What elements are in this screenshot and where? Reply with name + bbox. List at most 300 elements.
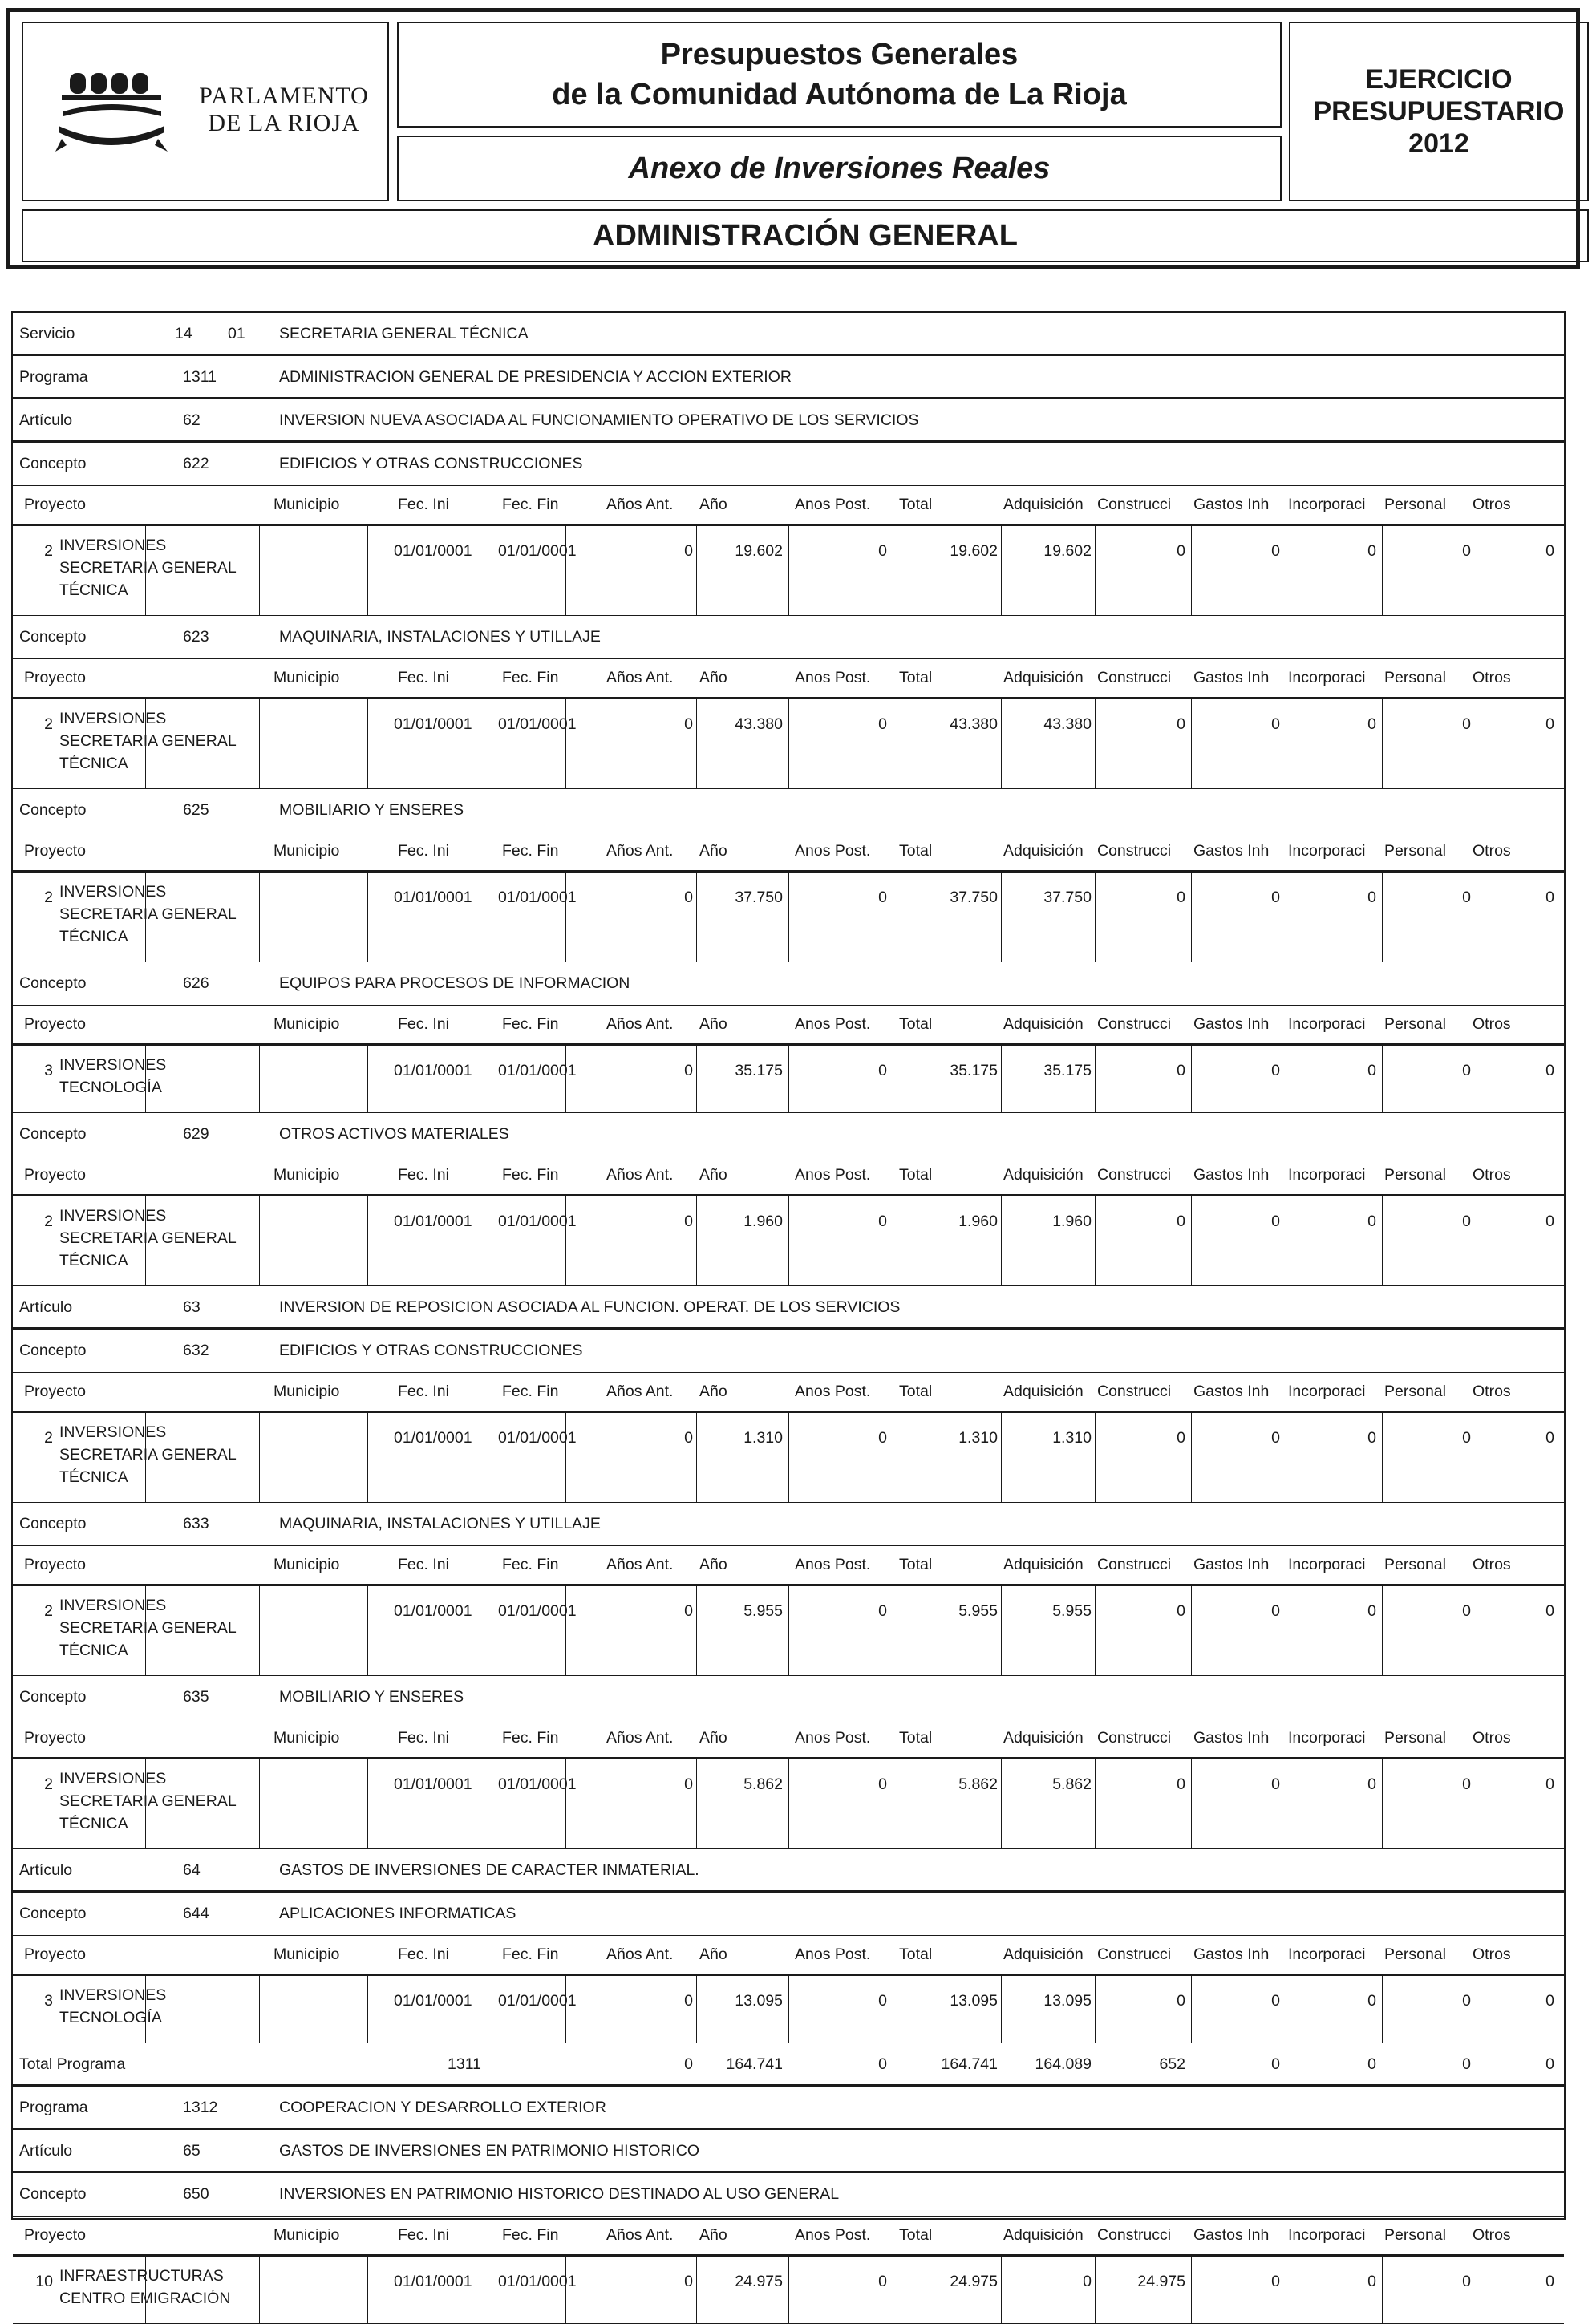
document-title: [397, 22, 1282, 128]
column-header: Otros: [1472, 842, 1511, 860]
row-code: 65: [183, 2142, 201, 2160]
row-code: 632: [183, 1342, 209, 1359]
column-header: Año: [699, 1383, 727, 1400]
row-code: 622: [183, 455, 209, 472]
year-line2: PRESUPUESTARIO: [1313, 96, 1565, 127]
column-divider: [367, 1413, 368, 1502]
start-date: 01/01/0001: [394, 889, 472, 906]
column-header: Construcci: [1097, 1556, 1172, 1573]
column-header: Adquisición: [1003, 1945, 1084, 1963]
project-row: [13, 1196, 1564, 1286]
cons-value: 0: [1177, 1062, 1185, 1079]
end-date: 01/01/0001: [498, 889, 577, 906]
column-header: Proyecto: [24, 842, 86, 860]
column-header: Incorporaci: [1288, 1166, 1366, 1184]
column-divider: [1382, 1586, 1383, 1675]
fiscal-year-box: [1289, 22, 1589, 201]
column-header: Construcci: [1097, 1383, 1172, 1400]
post-value: 0: [878, 1213, 887, 1230]
label-row: [13, 616, 1564, 659]
row-description: EDIFICIOS Y OTRAS CONSTRUCCIONES: [279, 1342, 583, 1359]
prior-years-value: 0: [684, 2273, 693, 2290]
column-header: Gastos Inh: [1193, 842, 1270, 860]
column-divider: [565, 873, 566, 962]
project-name: INVERSIONES TECNOLOGÍA: [59, 1986, 167, 2026]
end-date: 01/01/0001: [498, 1429, 577, 1447]
column-header: Construcci: [1097, 1729, 1172, 1747]
org-name-line2: DE LA RIOJA: [208, 110, 360, 136]
column-header: Fec. Fin: [502, 1015, 559, 1033]
project-number: 2: [44, 542, 53, 560]
column-header: Incorporaci: [1288, 2226, 1366, 2244]
column-header: Fec. Fin: [502, 842, 559, 860]
gastos-value: 0: [1271, 2055, 1280, 2073]
column-header-row: [13, 659, 1564, 699]
column-divider: [565, 1759, 566, 1848]
row-type-label: Concepto: [19, 1905, 87, 1922]
adq-value: 43.380: [1043, 715, 1092, 733]
column-header: Anos Post.: [795, 1166, 871, 1184]
column-divider: [367, 1976, 368, 2043]
column-header: Incorporaci: [1288, 1383, 1366, 1400]
column-header: Gastos Inh: [1193, 2226, 1270, 2244]
row-description: MOBILIARIO Y ENSERES: [279, 1688, 464, 1706]
column-divider: [1095, 1196, 1096, 1285]
row-code: 62: [183, 411, 201, 429]
column-header: Fec. Fin: [502, 669, 559, 686]
column-header: Municipio: [273, 669, 340, 686]
total-value: 1.310: [958, 1429, 998, 1447]
column-divider: [1382, 1413, 1383, 1502]
personal-value: 0: [1462, 715, 1471, 733]
row-type-label: Servicio: [19, 325, 75, 342]
column-header: Años Ant.: [606, 496, 674, 513]
ano-value: 43.380: [735, 715, 783, 733]
column-header: Fec. Fin: [502, 1166, 559, 1184]
column-divider: [696, 699, 697, 788]
column-header: Construcci: [1097, 1945, 1172, 1963]
column-divider: [696, 1586, 697, 1675]
start-date: 01/01/0001: [394, 1429, 472, 1447]
column-divider: [1191, 1586, 1192, 1675]
otros-value: 0: [1545, 1775, 1554, 1793]
prior-years-value: 0: [684, 1775, 693, 1793]
personal-value: 0: [1462, 2055, 1471, 2073]
prior-years-value: 0: [684, 542, 693, 560]
end-date: 01/01/0001: [498, 542, 577, 560]
prior-years-value: 0: [684, 889, 693, 906]
project-name: INVERSIONES SECRETARIA GENERAL TÉCNICA: [59, 883, 236, 945]
project-number: 2: [44, 715, 53, 733]
gastos-value: 0: [1271, 889, 1280, 906]
project-name: INVERSIONES TECNOLOGÍA: [59, 1056, 167, 1096]
column-header: Anos Post.: [795, 1729, 871, 1747]
prior-years-value: 0: [684, 1213, 693, 1230]
incorp-value: 0: [1367, 1062, 1376, 1079]
column-header: Proyecto: [24, 1015, 86, 1033]
column-header-row: [13, 1006, 1564, 1046]
column-header-row: [13, 1719, 1564, 1759]
column-divider: [1095, 1413, 1096, 1502]
row-type-label: Programa: [19, 2099, 88, 2116]
post-value: 0: [878, 1062, 887, 1079]
column-header: Adquisición: [1003, 1729, 1084, 1747]
personal-value: 0: [1462, 542, 1471, 560]
cons-value: 0: [1177, 542, 1185, 560]
adq-value: 37.750: [1043, 889, 1092, 906]
project-number: 10: [35, 2273, 53, 2290]
personal-value: 0: [1462, 1213, 1471, 1230]
label-row: [13, 789, 1564, 832]
row-type-label: Concepto: [19, 1688, 87, 1706]
column-header: Adquisición: [1003, 1015, 1084, 1033]
column-divider: [1382, 1759, 1383, 1848]
column-divider: [565, 699, 566, 788]
column-divider: [788, 1586, 789, 1675]
column-header: Incorporaci: [1288, 496, 1366, 513]
personal-value: 0: [1462, 2273, 1471, 2290]
column-divider: [1001, 1759, 1002, 1848]
column-header: Años Ant.: [606, 1383, 674, 1400]
row-description: MOBILIARIO Y ENSERES: [279, 801, 464, 819]
column-header: Gastos Inh: [1193, 496, 1270, 513]
project-name: INVERSIONES SECRETARIA GENERAL TÉCNICA: [59, 1207, 236, 1269]
column-header: Gastos Inh: [1193, 1015, 1270, 1033]
column-divider: [788, 1196, 789, 1285]
column-header: Año: [699, 2226, 727, 2244]
column-header: Personal: [1384, 1556, 1446, 1573]
column-header: Gastos Inh: [1193, 1166, 1270, 1184]
row-type-label: Artículo: [19, 1861, 73, 1879]
column-divider: [367, 1046, 368, 1112]
column-header: Proyecto: [24, 1945, 86, 1963]
incorp-value: 0: [1367, 1775, 1376, 1793]
ano-value: 1.310: [743, 1429, 783, 1447]
row-description: INVERSIONES EN PATRIMONIO HISTORICO DESTINADO AL USO GENERAL: [279, 2185, 840, 2203]
adq-value: 13.095: [1043, 1992, 1092, 2010]
column-header: Incorporaci: [1288, 1729, 1366, 1747]
label-row: [13, 962, 1564, 1006]
row-description: ADMINISTRACION GENERAL DE PRESIDENCIA Y ACCION EXTERIOR: [279, 368, 792, 386]
column-divider: [696, 873, 697, 962]
column-header-row: [13, 1936, 1564, 1976]
column-header: Años Ant.: [606, 1015, 674, 1033]
document-header: [6, 8, 1580, 269]
column-header: Fec. Ini: [398, 1556, 449, 1573]
column-header: Construcci: [1097, 669, 1172, 686]
column-divider: [1191, 1759, 1192, 1848]
incorp-value: 0: [1367, 1213, 1376, 1230]
row-description: APLICACIONES INFORMATICAS: [279, 1905, 516, 1922]
column-header: Proyecto: [24, 1383, 86, 1400]
prior-years-value: 0: [684, 1992, 693, 2010]
column-header: Adquisición: [1003, 1556, 1084, 1573]
project-name: INVERSIONES SECRETARIA GENERAL TÉCNICA: [59, 1770, 236, 1832]
column-header: Personal: [1384, 1729, 1446, 1747]
column-header: Otros: [1472, 1166, 1511, 1184]
project-row: [13, 2257, 1564, 2324]
organization-name: [184, 83, 384, 137]
row-description: EDIFICIOS Y OTRAS CONSTRUCCIONES: [279, 455, 583, 472]
gastos-value: 0: [1271, 1602, 1280, 1620]
end-date: 01/01/0001: [498, 1213, 577, 1230]
adq-value: 5.955: [1052, 1602, 1092, 1620]
post-value: 0: [878, 1992, 887, 2010]
column-header: Años Ant.: [606, 1945, 674, 1963]
column-divider: [1191, 873, 1192, 962]
column-divider: [565, 1196, 566, 1285]
column-divider: [1095, 873, 1096, 962]
project-number: 2: [44, 1213, 53, 1230]
column-header: Anos Post.: [795, 2226, 871, 2244]
column-header: Fec. Ini: [398, 1383, 449, 1400]
column-divider: [1095, 1586, 1096, 1675]
column-divider: [1001, 699, 1002, 788]
column-header: Personal: [1384, 496, 1446, 513]
parliament-logo-icon: [55, 65, 176, 161]
adq-value: 19.602: [1043, 542, 1092, 560]
column-divider: [788, 1759, 789, 1848]
column-divider: [1001, 873, 1002, 962]
column-header: Incorporaci: [1288, 842, 1366, 860]
column-header: Fec. Fin: [502, 496, 559, 513]
total-program-code: 1311: [448, 2055, 481, 2073]
otros-value: 0: [1545, 2273, 1554, 2290]
total-value: 13.095: [950, 1992, 998, 2010]
row-description: COOPERACION Y DESARROLLO EXTERIOR: [279, 2099, 606, 2116]
post-value: 0: [878, 542, 887, 560]
year-value: 2012: [1408, 128, 1469, 159]
project-number: 3: [44, 1992, 53, 2010]
project-number: 2: [44, 1775, 53, 1793]
column-header: Construcci: [1097, 2226, 1172, 2244]
total-value: 24.975: [950, 2273, 998, 2290]
column-header: Personal: [1384, 1383, 1446, 1400]
column-header-row: [13, 832, 1564, 873]
otros-value: 0: [1545, 1602, 1554, 1620]
end-date: 01/01/0001: [498, 715, 577, 733]
column-divider: [565, 1413, 566, 1502]
cons-value: 0: [1177, 1602, 1185, 1620]
total-value: 5.862: [958, 1775, 998, 1793]
project-row: [13, 1586, 1564, 1676]
column-divider: [1191, 1196, 1192, 1285]
column-header: Fec. Ini: [398, 1015, 449, 1033]
column-divider: [367, 1586, 368, 1675]
row-code: 626: [183, 974, 209, 992]
cons-value: 0: [1177, 715, 1185, 733]
column-header: Fec. Fin: [502, 1556, 559, 1573]
column-divider: [367, 1759, 368, 1848]
project-number: 2: [44, 1602, 53, 1620]
post-value: 0: [878, 1602, 887, 1620]
gastos-value: 0: [1271, 1213, 1280, 1230]
start-date: 01/01/0001: [394, 1992, 472, 2010]
personal-value: 0: [1462, 1062, 1471, 1079]
column-divider: [367, 526, 368, 615]
investments-table: [11, 311, 1566, 2307]
ano-value: 164.741: [726, 2055, 783, 2073]
column-header: Proyecto: [24, 669, 86, 686]
column-header: Año: [699, 496, 727, 513]
column-header: Año: [699, 669, 727, 686]
row-code: 63: [183, 1298, 201, 1316]
row-type-label: Concepto: [19, 1342, 87, 1359]
project-name: INVERSIONES SECRETARIA GENERAL TÉCNICA: [59, 1597, 236, 1659]
logo-box: [22, 22, 389, 201]
row-code: 1312: [183, 2099, 218, 2116]
column-header: Otros: [1472, 1556, 1511, 1573]
column-header: Otros: [1472, 2226, 1511, 2244]
column-header: Fec. Fin: [502, 1945, 559, 1963]
column-divider: [565, 1586, 566, 1675]
column-header: Total: [899, 1166, 933, 1184]
label-row: [13, 2173, 1564, 2217]
label-row: [13, 1849, 1564, 1893]
row-description: GASTOS DE INVERSIONES DE CARACTER INMATERIAL.: [279, 1861, 699, 1879]
row-type-label: Artículo: [19, 2142, 73, 2160]
row-code: 633: [183, 1515, 209, 1532]
row-code: 629: [183, 1125, 209, 1143]
column-header: Año: [699, 842, 727, 860]
column-header: Años Ant.: [606, 1166, 674, 1184]
prior-years-value: 0: [684, 1602, 693, 1620]
column-header: Fec. Ini: [398, 1729, 449, 1747]
label-row: [13, 399, 1564, 443]
column-header: Total: [899, 669, 933, 686]
ano-value: 35.175: [735, 1062, 783, 1079]
end-date: 01/01/0001: [498, 1775, 577, 1793]
cons-value: 0: [1177, 1992, 1185, 2010]
ano-value: 5.862: [743, 1775, 783, 1793]
column-divider: [1001, 1196, 1002, 1285]
adq-value: 1.960: [1052, 1213, 1092, 1230]
column-header: Anos Post.: [795, 1015, 871, 1033]
post-value: 0: [878, 2055, 887, 2073]
column-header: Año: [699, 1015, 727, 1033]
column-header: Fec. Fin: [502, 2226, 559, 2244]
row-type-label: Concepto: [19, 628, 87, 646]
label-row: [13, 2087, 1564, 2130]
year-line1: EJERCICIO: [1365, 64, 1513, 95]
column-header: Construcci: [1097, 842, 1172, 860]
adq-value: 0: [1083, 2273, 1092, 2290]
start-date: 01/01/0001: [394, 1602, 472, 1620]
incorp-value: 0: [1367, 2273, 1376, 2290]
column-header: Fec. Ini: [398, 842, 449, 860]
incorp-value: 0: [1367, 1992, 1376, 2010]
ano-value: 5.955: [743, 1602, 783, 1620]
cons-value: 652: [1159, 2055, 1185, 2073]
column-header: Proyecto: [24, 1729, 86, 1747]
column-header-row: [13, 2217, 1564, 2257]
column-header: Total: [899, 1556, 933, 1573]
title-line2: de la Comunidad Autónoma de La Rioja: [552, 78, 1127, 111]
column-header: Adquisición: [1003, 669, 1084, 686]
otros-value: 0: [1545, 542, 1554, 560]
column-header: Otros: [1472, 1945, 1511, 1963]
total-value: 43.380: [950, 715, 998, 733]
end-date: 01/01/0001: [498, 1992, 577, 2010]
row-code: 1311: [183, 368, 217, 386]
column-divider: [367, 699, 368, 788]
column-divider: [367, 2257, 368, 2323]
column-header-row: [13, 1546, 1564, 1586]
row-code: 64: [183, 1861, 201, 1879]
column-header: Municipio: [273, 1945, 340, 1963]
adq-value: 1.310: [1052, 1429, 1092, 1447]
gastos-value: 0: [1271, 1429, 1280, 1447]
project-name: INVERSIONES SECRETARIA GENERAL TÉCNICA: [59, 536, 236, 599]
label-row: [13, 1676, 1564, 1719]
section-title: ADMINISTRACIÓN GENERAL: [22, 209, 1589, 262]
total-label: Total Programa: [19, 2055, 126, 2073]
row-description: EQUIPOS PARA PROCESOS DE INFORMACION: [279, 974, 630, 992]
column-header-row: [13, 486, 1564, 526]
column-divider: [788, 699, 789, 788]
personal-value: 0: [1462, 1602, 1471, 1620]
column-divider: [367, 873, 368, 962]
column-header: Total: [899, 842, 933, 860]
project-row: [13, 1759, 1564, 1849]
column-header: Gastos Inh: [1193, 669, 1270, 686]
column-header: Año: [699, 1166, 727, 1184]
ano-value: 1.960: [743, 1213, 783, 1230]
row-type-label: Concepto: [19, 1515, 87, 1532]
personal-value: 0: [1462, 1992, 1471, 2010]
ano-value: 37.750: [735, 889, 783, 906]
prior-years-value: 0: [684, 1062, 693, 1079]
column-header: Total: [899, 1729, 933, 1747]
column-header: Adquisición: [1003, 1383, 1084, 1400]
column-header: Año: [699, 1556, 727, 1573]
column-divider: [1191, 526, 1192, 615]
otros-value: 0: [1545, 715, 1554, 733]
program-total-row: [13, 2043, 1564, 2087]
cons-value: 0: [1177, 1775, 1185, 1793]
project-number: 2: [44, 1429, 53, 1447]
row-code: 650: [183, 2185, 209, 2203]
label-row: [13, 1503, 1564, 1546]
column-header: Adquisición: [1003, 496, 1084, 513]
gastos-value: 0: [1271, 1062, 1280, 1079]
gastos-value: 0: [1271, 1992, 1280, 2010]
column-header: Gastos Inh: [1193, 1729, 1270, 1747]
label-row: [13, 1286, 1564, 1330]
total-value: 5.955: [958, 1602, 998, 1620]
row-type-label: Programa: [19, 368, 88, 386]
column-header: Años Ant.: [606, 1556, 674, 1573]
column-header: Fec. Ini: [398, 496, 449, 513]
column-header: Años Ant.: [606, 842, 674, 860]
cons-value: 0: [1177, 1213, 1185, 1230]
otros-value: 0: [1545, 1062, 1554, 1079]
column-header: Incorporaci: [1288, 1945, 1366, 1963]
total-value: 164.741: [941, 2055, 998, 2073]
end-date: 01/01/0001: [498, 2273, 577, 2290]
column-divider: [788, 1413, 789, 1502]
column-divider: [1001, 1413, 1002, 1502]
column-header: Otros: [1472, 1729, 1511, 1747]
project-number: 2: [44, 889, 53, 906]
row-code: 14: [175, 325, 192, 342]
column-divider: [696, 1759, 697, 1848]
column-header: Total: [899, 2226, 933, 2244]
row-type-label: Concepto: [19, 974, 87, 992]
end-date: 01/01/0001: [498, 1062, 577, 1079]
label-row: [13, 1113, 1564, 1156]
total-value: 37.750: [950, 889, 998, 906]
